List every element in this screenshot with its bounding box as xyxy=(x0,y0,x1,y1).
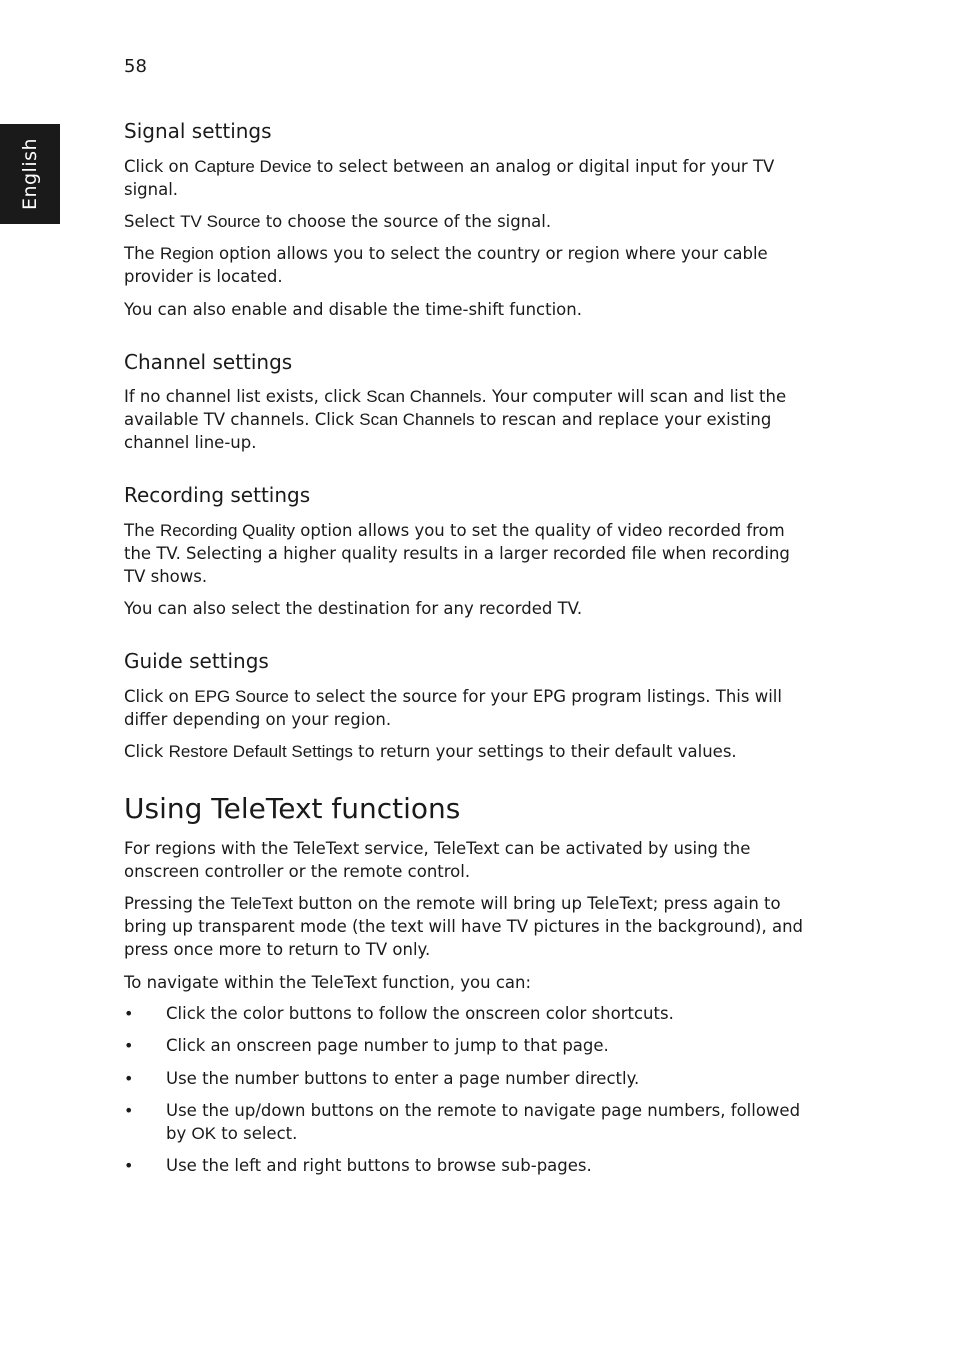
signal-paragraph-4: You can also enable and disable the time-shift function. xyxy=(124,300,582,319)
language-tab-label: English xyxy=(19,137,41,211)
signal-paragraph-3: The Region option allows you to select the country or region where your cable provider is located. xyxy=(124,244,768,286)
region-term: Region xyxy=(159,244,214,263)
teletext-paragraph-2: Pressing the TeleText button on the remote will bring up TeleText; press again to bring up transparent mode (the text will have TV pictures in the background), and press once more to return to TV only. xyxy=(124,894,804,959)
signal-settings-heading: Signal settings xyxy=(124,119,272,143)
bullet-glyph: • xyxy=(124,1004,134,1023)
scan-channels-term: Scan Channels xyxy=(366,387,482,406)
list-item: Use the left and right buttons to browse sub-pages. xyxy=(166,1156,592,1175)
epg-source-term: EPG Source xyxy=(194,687,289,706)
signal-paragraph-1: Click on Capture Device to select between an analog or digital input for your TV signal. xyxy=(124,157,775,199)
recording-quality-term: Recording Quality xyxy=(159,521,296,540)
tv-source-term: TV Source xyxy=(180,212,261,231)
language-tab xyxy=(0,124,60,224)
channel-paragraph-1: If no channel list exists, click Scan Channels. Your computer will scan and list the available TV channels. Click Scan Channels to rescan and replace your existing channel line-up. xyxy=(124,387,787,452)
page-number: 58 xyxy=(124,56,147,77)
bullet-glyph: • xyxy=(124,1156,134,1175)
recording-paragraph-2: You can also select the destination for any recorded TV. xyxy=(124,599,583,618)
bullet-glyph: • xyxy=(124,1036,134,1055)
guide-settings-heading: Guide settings xyxy=(124,649,269,673)
capture-device-term: Capture Device xyxy=(194,157,312,176)
bullet-glyph: • xyxy=(124,1069,134,1088)
list-item: Use the number buttons to enter a page number directly. xyxy=(166,1069,640,1088)
teletext-term: TeleText xyxy=(230,894,293,913)
guide-paragraph-2: Click Restore Default Settings to return your settings to their default values. xyxy=(124,742,737,761)
bullet-glyph: • xyxy=(124,1101,134,1120)
list-item: Click an onscreen page number to jump to that page. xyxy=(166,1036,609,1055)
teletext-paragraph-1: For regions with the TeleText service, TeleText can be activated by using the onscreen controller or the remote control. xyxy=(124,839,751,881)
restore-default-settings-term: Restore Default Settings xyxy=(168,742,353,761)
list-item: Click the color buttons to follow the onscreen color shortcuts. xyxy=(166,1004,674,1023)
signal-paragraph-2: Select TV Source to choose the source of the signal. xyxy=(124,212,552,231)
ok-term: OK xyxy=(191,1124,217,1143)
channel-settings-heading: Channel settings xyxy=(124,350,293,374)
guide-paragraph-1: Click on EPG Source to select the source for your EPG program listings. This will differ depending on your region. xyxy=(124,687,782,729)
teletext-heading: Using TeleText functions xyxy=(124,792,461,825)
recording-settings-heading: Recording settings xyxy=(124,483,311,507)
list-item: Use the up/down buttons on the remote to navigate page numbers, followed by OK to select. xyxy=(166,1101,801,1143)
scan-channels-term: Scan Channels xyxy=(359,410,475,429)
teletext-paragraph-3: To navigate within the TeleText function, you can: xyxy=(124,973,532,992)
recording-paragraph-1: The Recording Quality option allows you to set the quality of video recorded from the TV. Selecting a higher quality results in a larger recorded file when recording TV shows. xyxy=(124,521,790,586)
